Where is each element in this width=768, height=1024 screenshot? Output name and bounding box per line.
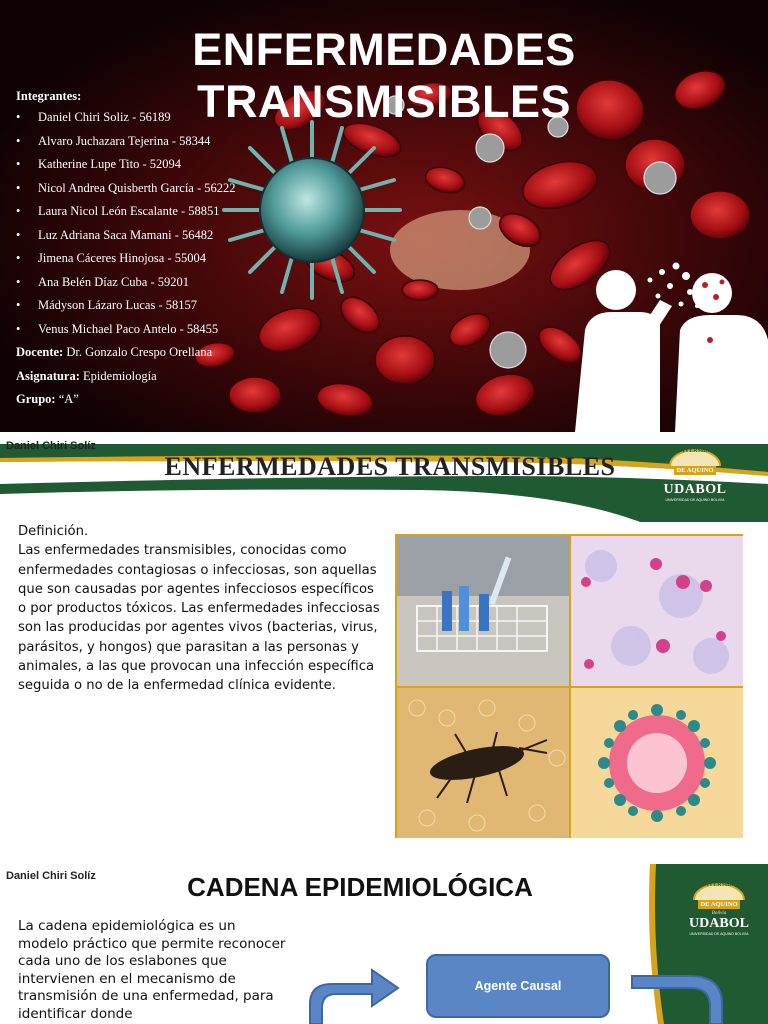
lab-test-tubes-image [397, 536, 569, 686]
member-item: • Venus Michael Paco Antelo - 58455 [16, 321, 219, 336]
member-item: • Jimena Cáceres Hinojosa - 55004 [16, 251, 207, 265]
definition-text [18, 522, 383, 696]
slide-title: CADENA EPIDEMIOLÓGICA [187, 872, 533, 902]
definition-heading: Definición. [18, 524, 89, 539]
grupo-line: Grupo: “A” [16, 392, 79, 406]
udabol-logo: UNIVERSIDAD DE AQUINO Bolivia UDABOL UNIVERSIDAD DE AQUINO BOLIVIA [676, 878, 762, 940]
member-item: • Ana Belén Díaz Cuba - 59201 [16, 274, 190, 289]
slide-title: ENFERMEDADES TRANSMISIBLES [192, 24, 576, 127]
member-item: • Luz Adriana Saca Mamani - 56482 [16, 227, 214, 242]
curved-arrow-left-icon [310, 970, 398, 1024]
member-item: • Katherine Lupe Tito - 52094 [16, 157, 182, 171]
slide-title: ENFERMEDADES TRANSMISIBLES [164, 452, 616, 481]
definition-slide [0, 432, 768, 864]
member-item: • Laura Nicol León Escalante - 58851 [16, 204, 220, 218]
member-item: • Daniel Chiri Soliz - 56189 [16, 110, 171, 124]
author-label: Daniel Chiri Solíz [6, 870, 96, 882]
agent-causal-box [426, 954, 610, 1018]
members-panel [16, 86, 376, 412]
member-item: • Mádyson Lázaro Lucas - 58157 [16, 298, 197, 312]
member-item: • Nicol Andrea Quisberth García - 56222 [16, 180, 236, 195]
members-heading: Integrantes: [16, 89, 82, 103]
insect-vector-image [397, 688, 569, 838]
microscope-sample-image [571, 536, 743, 686]
author-label: Daniel Chiri Solíz [6, 440, 96, 452]
members-list [16, 106, 376, 341]
asignatura-line: Asignatura: Epidemiología [16, 368, 157, 383]
virus-illustration-image [571, 688, 743, 838]
title-slide [0, 0, 768, 432]
image-collage [395, 534, 743, 838]
definition-body: Las enfermedades transmisibles, conocidas como enfermedades contagiosas o infecciosas, son aquellas que son causadas por agentes infecciosos específicos o por productos tóxicos. Las enfermedades infecciosas son las producidas por agentes vivos (bacterias, virus, parásitos, y hongos) que parasitan a las personas y animales, a las que provocan una infección específica seguida o no de la enfermedad clínica evidente. [18, 543, 380, 694]
agent-causal-label: Agente Causal [474, 979, 562, 993]
chain-description: La cadena epidemiológica es un modelo práctico que permite reconocer cada uno de los eslabones que intervienen en el mecanismo de transmisión de una enfermedad, para identificar donde [18, 918, 286, 1022]
member-item: • Alvaro Juchazara Tejerina - 58344 [16, 133, 211, 148]
docente-line: Docente: Dr. Gonzalo Crespo Orellana [16, 345, 213, 359]
chain-slide [0, 864, 768, 1024]
udabol-logo: UNIVERSIDAD DE AQUINO Bolivia UDABOL UNIVERSIDAD DE AQUINO BOLIVIA [650, 444, 740, 506]
